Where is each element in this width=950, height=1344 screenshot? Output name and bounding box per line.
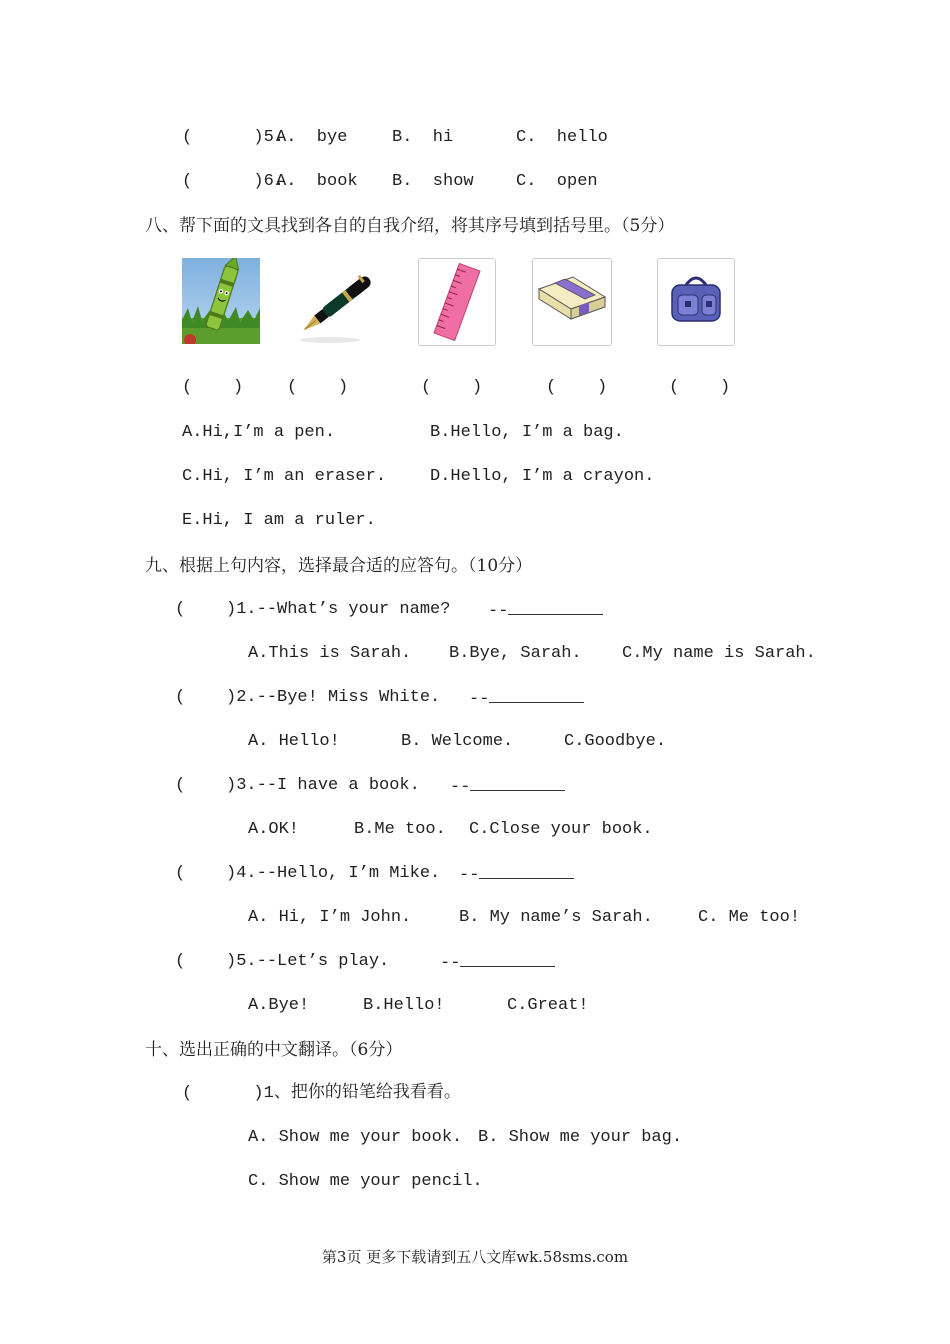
q9-3-blank[interactable]	[470, 775, 565, 791]
q9-5-blank[interactable]	[460, 951, 555, 967]
s8-option-b: B.Hello, I’m a bag.	[430, 423, 624, 442]
q9-2-blank[interactable]	[489, 687, 584, 703]
q7-5-paren[interactable]: ( )5.	[182, 128, 285, 147]
q9-5-question: ( )5.--Let’s play.	[175, 952, 390, 971]
q9-4-question: ( )4.--Hello, I’m Mike.	[175, 864, 441, 883]
eraser-picture	[532, 258, 612, 346]
s8-option-c: C.Hi, I’m an eraser.	[182, 467, 387, 486]
q9-2-option-a[interactable]: A. Hello!	[248, 732, 340, 751]
answer-paren-5[interactable]: ( )	[669, 378, 731, 397]
q9-2-dash: --	[469, 690, 490, 709]
q10-1-question: ( )1、把你的铅笔给我看看。	[182, 1084, 461, 1103]
q7-5-option-a[interactable]: A. bye	[276, 128, 348, 147]
ruler-picture	[418, 258, 496, 346]
q10-1-option-a[interactable]: A. Show me your book.	[248, 1128, 463, 1147]
q9-5-dash: --	[440, 954, 461, 973]
q9-4-option-b[interactable]: B. My name’s Sarah.	[459, 908, 653, 927]
q9-1-answer[interactable]	[488, 599, 603, 623]
q9-1-option-c[interactable]: C.My name is Sarah.	[622, 644, 816, 663]
answer-paren-3[interactable]: ( )	[421, 378, 483, 397]
q10-1-option-c[interactable]: C. Show me your pencil.	[248, 1172, 483, 1191]
q9-5-option-b[interactable]: B.Hello!	[363, 996, 445, 1015]
q7-6-option-b[interactable]: B. show	[392, 172, 474, 191]
q9-3-dash: --	[450, 778, 471, 797]
q9-4-option-a[interactable]: A. Hi, I’m John.	[248, 908, 412, 927]
answer-paren-2[interactable]: ( )	[287, 378, 349, 397]
q9-1-option-b[interactable]: B.Bye, Sarah.	[449, 644, 582, 663]
q7-5-option-c[interactable]: C. hello	[516, 128, 608, 147]
section-10-heading: 十、选出正确的中文翻译。（6分）	[145, 1040, 403, 1060]
q9-2-question: ( )2.--Bye! Miss White.	[175, 688, 441, 707]
q9-3-option-a[interactable]: A.OK!	[248, 820, 300, 839]
crayon-icon	[182, 258, 260, 344]
crayon-picture	[182, 258, 260, 344]
s8-option-a: A.Hi,I’m a pen.	[182, 423, 336, 442]
q9-2-option-c[interactable]: C.Goodbye.	[564, 732, 667, 751]
q9-2-answer[interactable]	[469, 687, 584, 711]
q9-4-dash: --	[459, 866, 480, 885]
q9-5-answer[interactable]	[440, 951, 555, 975]
section-9-heading: 九、根据上句内容，选择最合适的应答句。（10分）	[145, 556, 533, 576]
section-8-heading: 八、帮下面的文具找到各自的自我介绍，将其序号填到括号里。（5分）	[145, 216, 675, 236]
q9-3-option-c[interactable]: C.Close your book.	[469, 820, 653, 839]
q9-5-option-a[interactable]: A.Bye!	[248, 996, 310, 1015]
ruler-icon	[419, 259, 495, 345]
q9-2-option-b[interactable]: B. Welcome.	[401, 732, 514, 751]
q9-3-option-b[interactable]: B.Me too.	[354, 820, 446, 839]
q9-1-option-a[interactable]: A.This is Sarah.	[248, 644, 412, 663]
answer-paren-1[interactable]: ( )	[182, 378, 244, 397]
answer-paren-4[interactable]: ( )	[546, 378, 608, 397]
q7-6-option-c[interactable]: C. open	[516, 172, 598, 191]
fountain-pen-icon	[290, 258, 390, 344]
q7-6-paren[interactable]: ( )6.	[182, 172, 285, 191]
pen-picture	[290, 258, 390, 344]
q7-6-option-a[interactable]: A. book	[276, 172, 358, 191]
q9-5-option-c[interactable]: C.Great!	[507, 996, 589, 1015]
schoolbag-icon	[658, 259, 734, 345]
q9-3-answer[interactable]	[450, 775, 565, 799]
q9-1-blank[interactable]	[508, 599, 603, 615]
page-footer: 第3页 更多下载请到五八文库wk.58sms.com	[321, 1248, 629, 1266]
q10-1-option-b[interactable]: B. Show me your bag.	[478, 1128, 683, 1147]
s8-option-e: E.Hi, I am a ruler.	[182, 511, 376, 530]
q9-3-question: ( )3.--I have a book.	[175, 776, 420, 795]
q9-4-answer[interactable]	[459, 863, 574, 887]
q9-4-option-c[interactable]: C. Me too!	[698, 908, 801, 927]
eraser-icon	[533, 259, 611, 345]
q9-4-blank[interactable]	[479, 863, 574, 879]
q9-1-dash: --	[488, 602, 509, 621]
s8-option-d: D.Hello, I’m a crayon.	[430, 467, 655, 486]
bag-picture	[657, 258, 735, 346]
q7-5-option-b[interactable]: B. hi	[392, 128, 454, 147]
q9-1-question: ( )1.--What’s your name?	[175, 600, 451, 619]
